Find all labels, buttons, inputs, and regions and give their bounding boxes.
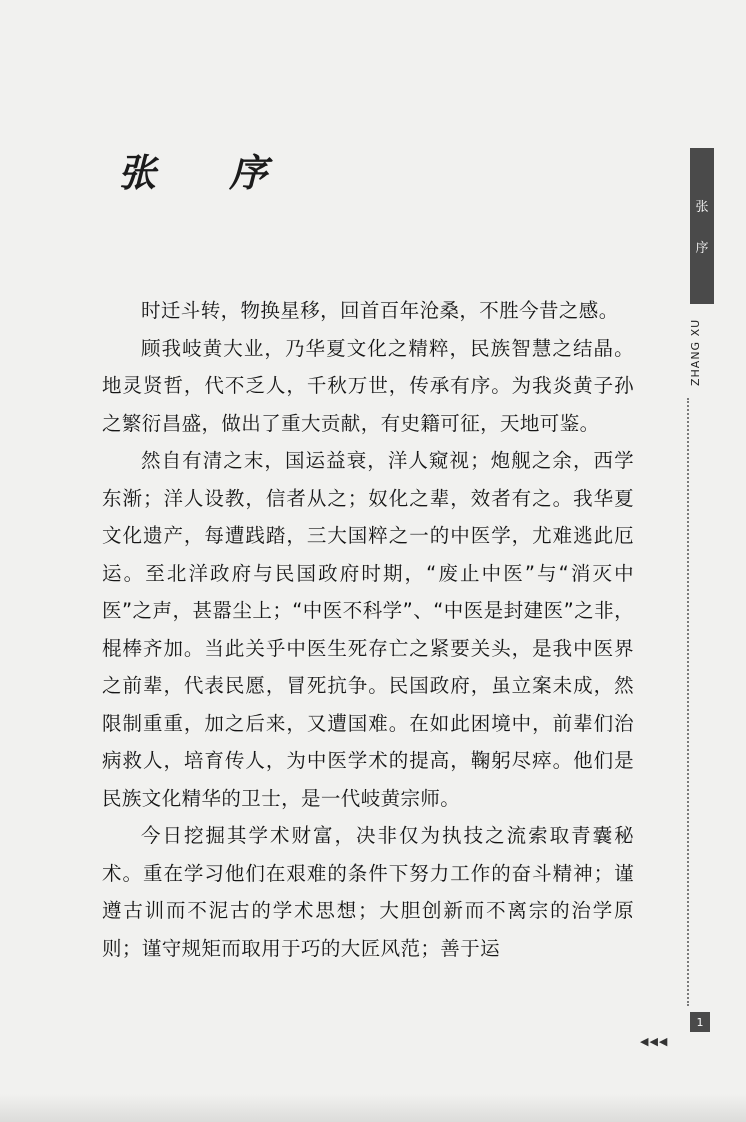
paragraph-1: 时迁斗转，物换星移，回首百年沧桑，不胜今昔之感。 [141, 299, 619, 322]
side-tab-char-2: 序 [695, 241, 709, 256]
page-title: 张 序 [118, 150, 298, 195]
paragraph-2: 顾我岐黄大业，乃华夏文化之精粹，民族智慧之结晶。地灵贤哲，代不乏人，千秋万世，传承有序。为我炎黄子孙之繁衍昌盛，做出了重大贡献，有史籍可征，天地可鉴。 [102, 336, 634, 435]
paragraph-4: 今日挖掘其学术财富，决非仅为执技之流索取青囊秘术。重在学习他们在艰难的条件下努力工作的奋斗精神；谨遵古训而不泥古的学术思想；大胆创新而不离宗的治学原则；谨守规矩而取用于巧的大匠风范；善于运 [102, 824, 634, 960]
side-tab-char-1: 张 [695, 200, 709, 215]
side-tab-latin: ZHANG XU [689, 318, 702, 386]
paragraph-3: 然自有清之末，国运益衰，洋人窥视；炮舰之余，西学东渐；洋人设教，信者从之；奴化之辈，效者有之。我华夏文化遗产，每遭践踏，三大国粹之一的中医学，尤难逃此厄运。至北洋政府与民国政府时期，“废止中医”与“消灭中医”之声，甚嚣尘上；“中医不科学”、“中医是封建医”之非，棍棒齐加。当此关乎中医生死存亡之紧要关头，是我中医界之前辈，代表民愿，冒死抗争。民国政府，虽立案未成，然限制重重，加之后来，又遭国难。在如此困境中，前辈们治病救人，培育传人，为中医学术的提高，鞠躬尽瘁。他们是民族文化精华的卫士，是一代岐黄宗师。 [102, 449, 634, 810]
margin-dotted-line [687, 398, 689, 1006]
body-text [102, 292, 634, 967]
page-bottom-shadow [0, 1094, 746, 1122]
chapter-side-tab [690, 148, 714, 304]
arrow-icon: ◀◀◀ [640, 1035, 669, 1048]
page-number: 1 [690, 1012, 710, 1032]
